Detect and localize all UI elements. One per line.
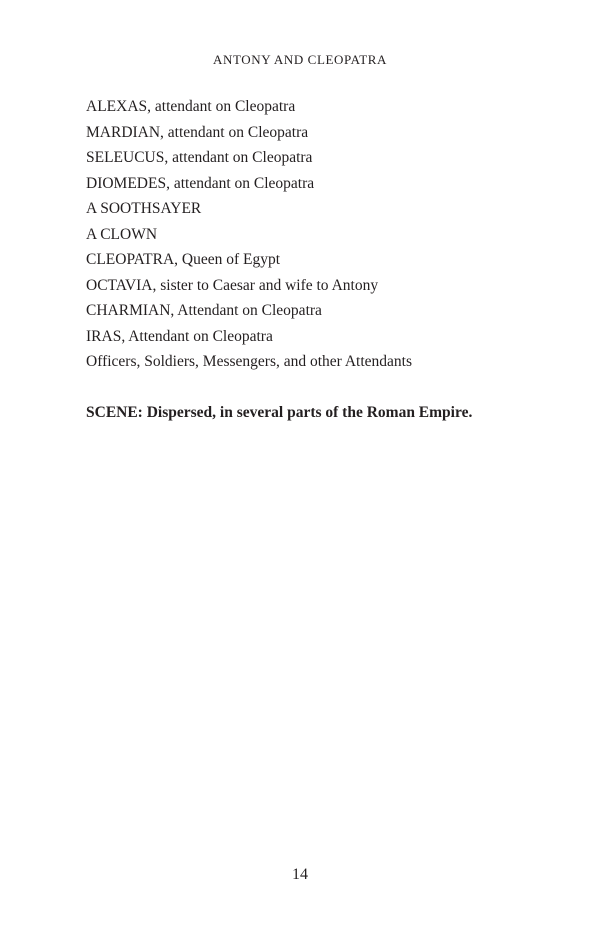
page-number: 14 xyxy=(292,866,308,883)
character-entry-iras: IRAS, Attendant on Cleopatra xyxy=(86,327,273,345)
character-entry-charmian: CHARMIAN, Attendant on Cleopatra xyxy=(86,302,322,319)
running-head: ANTONY AND CLEOPATRA xyxy=(212,52,388,67)
character-entry-others: Officers, Soldiers, Messengers, and other Attendants xyxy=(86,353,413,370)
dramatis-personae-list xyxy=(86,94,412,375)
character-entry-seleucus: SELEUCUS, attendant on Cleopatra xyxy=(86,149,313,166)
character-entry-clown: A CLOWN xyxy=(86,225,158,243)
character-entry-diomedes: DIOMEDES, attendant on Cleopatra xyxy=(86,174,315,192)
character-entry-octavia: OCTAVIA, sister to Caesar and wife to Antony xyxy=(86,276,379,294)
character-entry-alexas: ALEXAS, attendant on Cleopatra xyxy=(86,98,296,115)
character-entry-mardian: MARDIAN, attendant on Cleopatra xyxy=(86,123,309,141)
character-entry-cleopatra: CLEOPATRA, Queen of Egypt xyxy=(86,251,281,268)
scene-setting: SCENE: Dispersed, in several parts of the Roman Empire. xyxy=(86,404,473,421)
character-entry-soothsayer: A SOOTHSAYER xyxy=(86,200,202,217)
